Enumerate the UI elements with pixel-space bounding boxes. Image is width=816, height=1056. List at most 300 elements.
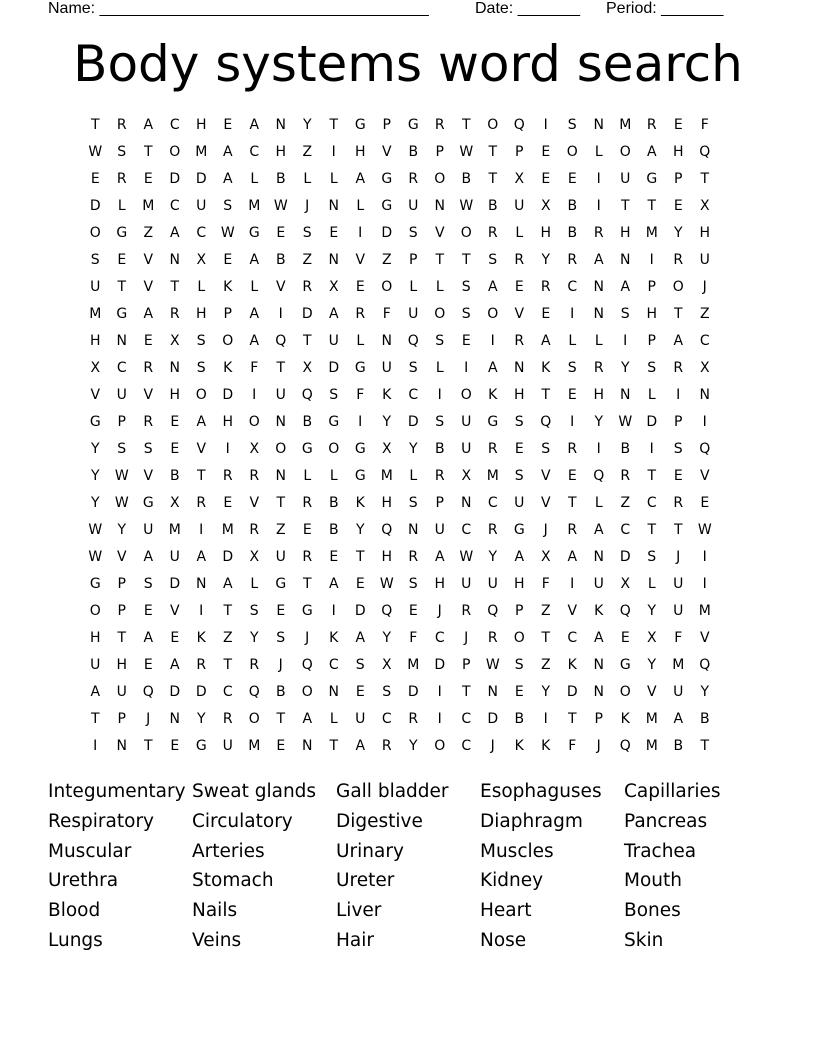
grid-letter[interactable]: U	[487, 576, 498, 592]
grid-letter[interactable]: U	[169, 549, 180, 565]
grid-letter[interactable]: P	[409, 252, 418, 268]
grid-letter[interactable]: Q	[407, 333, 419, 349]
grid-letter[interactable]: Y	[382, 630, 392, 646]
grid-letter[interactable]: A	[169, 657, 180, 673]
grid-letter[interactable]: A	[249, 333, 260, 349]
grid-letter[interactable]: M	[248, 198, 261, 214]
grid-letter[interactable]: I	[199, 603, 204, 619]
grid-letter[interactable]: A	[487, 279, 498, 295]
grid-letter[interactable]: P	[515, 144, 524, 160]
grid-letter[interactable]: E	[170, 441, 180, 457]
grid-letter[interactable]: T	[223, 603, 233, 619]
grid-letter[interactable]: V	[143, 387, 154, 403]
grid-letter[interactable]: G	[275, 576, 287, 592]
grid-letter[interactable]: Y	[594, 414, 604, 430]
grid-letter[interactable]: U	[593, 576, 604, 592]
grid-letter[interactable]: E	[223, 495, 233, 511]
grid-letter[interactable]: N	[593, 684, 604, 700]
grid-letter[interactable]: H	[513, 576, 525, 592]
grid-letter[interactable]: K	[196, 630, 206, 646]
grid-letter[interactable]: G	[89, 576, 101, 592]
grid-letter[interactable]: X	[90, 360, 101, 376]
grid-letter[interactable]: U	[90, 279, 101, 295]
grid-letter[interactable]: H	[593, 387, 605, 403]
grid-letter[interactable]: S	[196, 333, 206, 349]
grid-letter[interactable]: E	[355, 576, 365, 592]
grid-letter[interactable]: U	[116, 387, 127, 403]
grid-letter[interactable]: A	[593, 630, 604, 646]
grid-letter[interactable]: C	[169, 117, 180, 133]
grid-letter[interactable]: Q	[513, 117, 525, 133]
grid-letter[interactable]: D	[195, 684, 207, 700]
grid-letter[interactable]: J	[702, 279, 707, 295]
grid-letter[interactable]: Y	[302, 117, 312, 133]
grid-letter[interactable]: Y	[700, 684, 710, 700]
grid-letter[interactable]: C	[487, 495, 498, 511]
grid-letter[interactable]: D	[487, 711, 499, 727]
grid-letter[interactable]: D	[169, 171, 181, 187]
grid-letter[interactable]: T	[647, 522, 657, 538]
grid-letter[interactable]: M	[89, 306, 102, 322]
grid-letter[interactable]: O	[434, 306, 446, 322]
grid-letter[interactable]: L	[409, 279, 418, 295]
grid-letter[interactable]: W	[618, 414, 633, 430]
grid-letter[interactable]: S	[196, 360, 206, 376]
grid-letter[interactable]: I	[570, 306, 575, 322]
grid-letter[interactable]: F	[409, 630, 418, 646]
grid-letter[interactable]: Y	[620, 360, 630, 376]
grid-letter[interactable]: A	[143, 117, 154, 133]
grid-letter[interactable]: D	[301, 306, 313, 322]
grid-letter[interactable]: G	[354, 468, 366, 484]
grid-letter[interactable]: H	[222, 414, 234, 430]
grid-letter[interactable]: U	[116, 684, 127, 700]
grid-letter[interactable]: R	[514, 252, 525, 268]
grid-letter[interactable]: T	[673, 306, 683, 322]
grid-letter[interactable]: O	[434, 171, 446, 187]
grid-letter[interactable]: T	[435, 252, 445, 268]
grid-letter[interactable]: V	[540, 468, 551, 484]
grid-letter[interactable]: H	[540, 225, 552, 241]
grid-letter[interactable]: W	[114, 468, 129, 484]
grid-letter[interactable]: D	[434, 657, 446, 673]
grid-letter[interactable]: Q	[699, 144, 711, 160]
grid-letter[interactable]: T	[461, 684, 471, 700]
grid-letter[interactable]: Y	[382, 414, 392, 430]
grid-letter[interactable]: M	[221, 522, 234, 538]
grid-letter[interactable]: D	[566, 684, 578, 700]
grid-letter[interactable]: Y	[408, 441, 418, 457]
grid-letter[interactable]: Q	[540, 414, 552, 430]
grid-letter[interactable]: G	[248, 225, 260, 241]
grid-letter[interactable]: E	[541, 171, 551, 187]
grid-letter[interactable]: N	[593, 117, 604, 133]
grid-letter[interactable]: N	[514, 360, 525, 376]
grid-letter[interactable]: R	[302, 549, 313, 565]
grid-letter[interactable]: U	[620, 171, 631, 187]
grid-letter[interactable]: N	[593, 279, 604, 295]
grid-letter[interactable]: R	[487, 630, 498, 646]
grid-letter[interactable]: O	[89, 603, 101, 619]
grid-letter[interactable]: Y	[249, 630, 259, 646]
grid-letter[interactable]: F	[674, 630, 683, 646]
grid-letter[interactable]: C	[461, 711, 472, 727]
grid-letter[interactable]: G	[116, 306, 128, 322]
grid-letter[interactable]: E	[223, 117, 233, 133]
grid-letter[interactable]: S	[408, 576, 418, 592]
grid-letter[interactable]: B	[275, 252, 286, 268]
grid-letter[interactable]: S	[117, 441, 127, 457]
grid-letter[interactable]: K	[329, 630, 339, 646]
grid-letter[interactable]: S	[143, 441, 153, 457]
grid-letter[interactable]: I	[464, 360, 469, 376]
grid-letter[interactable]: R	[593, 225, 604, 241]
grid-letter[interactable]: C	[408, 387, 419, 403]
grid-letter[interactable]: G	[619, 657, 631, 673]
grid-letter[interactable]: G	[646, 171, 658, 187]
grid-letter[interactable]: O	[672, 279, 684, 295]
grid-letter[interactable]: E	[514, 684, 524, 700]
grid-letter[interactable]: N	[116, 738, 127, 754]
grid-letter[interactable]: A	[434, 549, 445, 565]
grid-letter[interactable]: H	[381, 495, 393, 511]
grid-letter[interactable]: O	[275, 441, 287, 457]
grid-letter[interactable]: R	[408, 549, 419, 565]
grid-letter[interactable]: S	[302, 225, 312, 241]
grid-letter[interactable]: Z	[302, 252, 313, 268]
grid-letter[interactable]: F	[250, 360, 259, 376]
grid-letter[interactable]: B	[567, 225, 578, 241]
grid-letter[interactable]: A	[249, 117, 260, 133]
grid-letter[interactable]: A	[593, 522, 604, 538]
grid-letter[interactable]: E	[541, 144, 551, 160]
grid-letter[interactable]: J	[305, 198, 310, 214]
grid-letter[interactable]: D	[169, 576, 181, 592]
grid-letter[interactable]: Y	[408, 738, 418, 754]
grid-letter[interactable]: V	[381, 144, 392, 160]
grid-letter[interactable]: O	[248, 414, 260, 430]
grid-letter[interactable]: L	[594, 495, 603, 511]
grid-letter[interactable]: N	[699, 387, 710, 403]
grid-letter[interactable]: R	[196, 657, 207, 673]
grid-letter[interactable]: J	[305, 630, 310, 646]
grid-letter[interactable]: E	[170, 738, 180, 754]
period-field[interactable]: Period: _______	[606, 0, 724, 17]
grid-letter[interactable]: N	[302, 738, 313, 754]
grid-letter[interactable]: D	[619, 549, 631, 565]
grid-letter[interactable]: D	[407, 414, 419, 430]
grid-letter[interactable]: K	[223, 279, 233, 295]
grid-letter[interactable]: T	[276, 360, 286, 376]
grid-letter[interactable]: Y	[673, 225, 683, 241]
grid-letter[interactable]: K	[567, 657, 577, 673]
grid-letter[interactable]: X	[196, 252, 207, 268]
grid-letter[interactable]: A	[143, 306, 154, 322]
grid-letter[interactable]: R	[408, 171, 419, 187]
grid-letter[interactable]: I	[437, 387, 442, 403]
grid-letter[interactable]: N	[381, 333, 392, 349]
grid-letter[interactable]: T	[329, 117, 339, 133]
grid-letter[interactable]: H	[116, 657, 128, 673]
grid-letter[interactable]: T	[276, 711, 286, 727]
grid-letter[interactable]: V	[699, 468, 710, 484]
grid-letter[interactable]: S	[223, 198, 233, 214]
grid-letter[interactable]: T	[117, 630, 127, 646]
grid-letter[interactable]: N	[593, 657, 604, 673]
grid-letter[interactable]: F	[541, 576, 550, 592]
grid-letter[interactable]: E	[170, 630, 180, 646]
grid-letter[interactable]: O	[487, 117, 499, 133]
grid-letter[interactable]: E	[408, 603, 418, 619]
grid-letter[interactable]: N	[169, 360, 180, 376]
grid-letter[interactable]: O	[460, 387, 472, 403]
grid-letter[interactable]: U	[222, 738, 233, 754]
grid-letter[interactable]: C	[116, 360, 127, 376]
grid-letter[interactable]: B	[673, 738, 684, 754]
grid-letter[interactable]: M	[407, 657, 420, 673]
grid-letter[interactable]: I	[358, 225, 363, 241]
grid-letter[interactable]: A	[673, 711, 684, 727]
grid-letter[interactable]: R	[673, 495, 684, 511]
grid-letter[interactable]: U	[275, 387, 286, 403]
grid-letter[interactable]: A	[90, 684, 101, 700]
grid-letter[interactable]: Z	[540, 657, 551, 673]
grid-letter[interactable]: Y	[541, 252, 551, 268]
grid-letter[interactable]: Y	[90, 468, 100, 484]
grid-letter[interactable]: E	[514, 441, 524, 457]
grid-letter[interactable]: L	[303, 171, 312, 187]
grid-letter[interactable]: E	[673, 198, 683, 214]
grid-letter[interactable]: T	[541, 387, 551, 403]
grid-letter[interactable]: R	[514, 333, 525, 349]
grid-letter[interactable]: A	[673, 333, 684, 349]
grid-letter[interactable]: E	[143, 333, 153, 349]
grid-letter[interactable]: U	[381, 360, 392, 376]
grid-letter[interactable]: J	[676, 549, 681, 565]
grid-letter[interactable]: N	[620, 252, 631, 268]
grid-letter[interactable]: Y	[541, 684, 551, 700]
grid-letter[interactable]: P	[117, 603, 126, 619]
grid-letter[interactable]: X	[540, 198, 551, 214]
grid-letter[interactable]: A	[487, 360, 498, 376]
grid-letter[interactable]: S	[514, 657, 524, 673]
grid-letter[interactable]: S	[567, 360, 577, 376]
grid-letter[interactable]: G	[301, 603, 313, 619]
grid-letter[interactable]: T	[196, 468, 206, 484]
grid-letter[interactable]: S	[514, 414, 524, 430]
grid-letter[interactable]: Y	[647, 657, 657, 673]
grid-letter[interactable]: H	[275, 144, 287, 160]
grid-letter[interactable]: V	[514, 306, 525, 322]
grid-letter[interactable]: H	[513, 387, 525, 403]
grid-letter[interactable]: T	[461, 117, 471, 133]
grid-letter[interactable]: R	[116, 117, 127, 133]
grid-letter[interactable]: T	[488, 144, 498, 160]
grid-letter[interactable]: B	[275, 171, 286, 187]
grid-letter[interactable]: E	[541, 306, 551, 322]
grid-letter[interactable]: L	[409, 468, 418, 484]
grid-letter[interactable]: P	[382, 117, 391, 133]
grid-letter[interactable]: P	[674, 171, 683, 187]
grid-letter[interactable]: L	[568, 333, 577, 349]
grid-letter[interactable]: V	[249, 495, 260, 511]
grid-letter[interactable]: U	[673, 603, 684, 619]
grid-letter[interactable]: H	[89, 630, 101, 646]
grid-letter[interactable]: I	[570, 414, 575, 430]
grid-letter[interactable]: P	[674, 414, 683, 430]
grid-letter[interactable]: N	[116, 333, 127, 349]
grid-letter[interactable]: W	[88, 522, 103, 538]
grid-letter[interactable]: D	[328, 360, 340, 376]
grid-letter[interactable]: T	[461, 252, 471, 268]
grid-letter[interactable]: R	[461, 603, 472, 619]
grid-letter[interactable]: W	[459, 549, 474, 565]
grid-letter[interactable]: N	[461, 495, 472, 511]
grid-letter[interactable]: A	[169, 225, 180, 241]
grid-letter[interactable]: P	[117, 576, 126, 592]
grid-letter[interactable]: A	[355, 630, 366, 646]
grid-letter[interactable]: R	[381, 738, 392, 754]
grid-letter[interactable]: G	[407, 117, 419, 133]
grid-letter[interactable]: O	[619, 684, 631, 700]
grid-letter[interactable]: R	[567, 252, 578, 268]
grid-letter[interactable]: I	[649, 441, 654, 457]
grid-letter[interactable]: E	[567, 171, 577, 187]
grid-letter[interactable]: H	[169, 387, 181, 403]
grid-letter[interactable]: Q	[142, 684, 154, 700]
grid-letter[interactable]: E	[90, 171, 100, 187]
grid-letter[interactable]: X	[646, 630, 657, 646]
grid-letter[interactable]: E	[143, 657, 153, 673]
grid-letter[interactable]: A	[249, 252, 260, 268]
grid-letter[interactable]: S	[276, 630, 286, 646]
grid-letter[interactable]: P	[594, 711, 603, 727]
grid-letter[interactable]: Y	[90, 495, 100, 511]
grid-letter[interactable]: I	[490, 333, 495, 349]
grid-letter[interactable]: O	[89, 225, 101, 241]
grid-letter[interactable]: I	[570, 576, 575, 592]
grid-letter[interactable]: P	[223, 306, 232, 322]
grid-letter[interactable]: R	[487, 441, 498, 457]
grid-letter[interactable]: K	[541, 738, 551, 754]
grid-letter[interactable]: V	[355, 252, 366, 268]
grid-letter[interactable]: G	[116, 225, 128, 241]
grid-letter[interactable]: R	[143, 360, 154, 376]
grid-letter[interactable]: T	[276, 495, 286, 511]
grid-letter[interactable]: Q	[619, 738, 631, 754]
grid-letter[interactable]: S	[355, 657, 365, 673]
grid-letter[interactable]: L	[117, 198, 126, 214]
grid-letter[interactable]: Z	[699, 306, 710, 322]
grid-letter[interactable]: K	[514, 738, 524, 754]
grid-letter[interactable]: V	[540, 495, 551, 511]
grid-letter[interactable]: H	[619, 225, 631, 241]
grid-letter[interactable]: A	[222, 144, 233, 160]
grid-letter[interactable]: J	[146, 711, 151, 727]
grid-letter[interactable]: T	[90, 711, 100, 727]
grid-letter[interactable]: N	[275, 117, 286, 133]
grid-letter[interactable]: L	[594, 333, 603, 349]
grid-letter[interactable]: Q	[301, 387, 313, 403]
grid-letter[interactable]: O	[301, 684, 313, 700]
grid-letter[interactable]: H	[699, 225, 711, 241]
grid-letter[interactable]: R	[673, 252, 684, 268]
grid-letter[interactable]: N	[275, 468, 286, 484]
grid-letter[interactable]: R	[222, 711, 233, 727]
grid-letter[interactable]: I	[649, 252, 654, 268]
grid-letter[interactable]: W	[459, 144, 474, 160]
grid-letter[interactable]: M	[619, 117, 632, 133]
grid-letter[interactable]: R	[249, 522, 260, 538]
grid-letter[interactable]: A	[222, 576, 233, 592]
grid-letter[interactable]: B	[408, 144, 419, 160]
grid-letter[interactable]: O	[513, 630, 525, 646]
grid-letter[interactable]: L	[356, 333, 365, 349]
grid-letter[interactable]: B	[461, 171, 472, 187]
grid-letter[interactable]: A	[514, 549, 525, 565]
grid-letter[interactable]: I	[596, 198, 601, 214]
grid-letter[interactable]: G	[142, 495, 154, 511]
grid-letter[interactable]: H	[381, 549, 393, 565]
grid-letter[interactable]: U	[275, 549, 286, 565]
grid-letter[interactable]: U	[461, 414, 472, 430]
grid-letter[interactable]: E	[355, 684, 365, 700]
grid-letter[interactable]: A	[249, 306, 260, 322]
grid-letter[interactable]: T	[355, 549, 365, 565]
grid-letter[interactable]: D	[354, 603, 366, 619]
grid-letter[interactable]: V	[143, 279, 154, 295]
grid-letter[interactable]: M	[380, 468, 393, 484]
grid-letter[interactable]: Q	[248, 684, 260, 700]
grid-letter[interactable]: D	[407, 684, 419, 700]
grid-letter[interactable]: S	[567, 117, 577, 133]
grid-letter[interactable]: T	[700, 738, 710, 754]
grid-letter[interactable]: E	[620, 630, 630, 646]
grid-letter[interactable]: N	[593, 549, 604, 565]
grid-letter[interactable]: T	[567, 495, 577, 511]
grid-letter[interactable]: K	[620, 711, 630, 727]
grid-letter[interactable]: Z	[540, 603, 551, 619]
grid-letter[interactable]: A	[222, 171, 233, 187]
grid-letter[interactable]: C	[461, 522, 472, 538]
grid-letter[interactable]: I	[676, 387, 681, 403]
grid-letter[interactable]: W	[114, 495, 129, 511]
grid-letter[interactable]: O	[460, 225, 472, 241]
grid-letter[interactable]: F	[356, 387, 365, 403]
grid-letter[interactable]: W	[220, 225, 235, 241]
grid-letter[interactable]: E	[567, 387, 577, 403]
grid-letter[interactable]: S	[382, 684, 392, 700]
date-field[interactable]: Date: _______	[475, 0, 580, 17]
grid-letter[interactable]: U	[408, 198, 419, 214]
grid-letter[interactable]: E	[223, 252, 233, 268]
grid-letter[interactable]: U	[90, 657, 101, 673]
grid-letter[interactable]: W	[459, 198, 474, 214]
grid-letter[interactable]: L	[435, 360, 444, 376]
grid-letter[interactable]: S	[673, 441, 683, 457]
grid-letter[interactable]: T	[647, 468, 657, 484]
grid-letter[interactable]: Q	[301, 657, 313, 673]
grid-letter[interactable]: P	[435, 495, 444, 511]
grid-letter[interactable]: T	[329, 738, 339, 754]
grid-letter[interactable]: S	[461, 279, 471, 295]
grid-letter[interactable]: C	[328, 657, 339, 673]
grid-letter[interactable]: I	[596, 441, 601, 457]
grid-letter[interactable]: B	[514, 711, 525, 727]
grid-letter[interactable]: U	[196, 198, 207, 214]
grid-letter[interactable]: L	[329, 468, 338, 484]
grid-letter[interactable]: Q	[593, 468, 605, 484]
